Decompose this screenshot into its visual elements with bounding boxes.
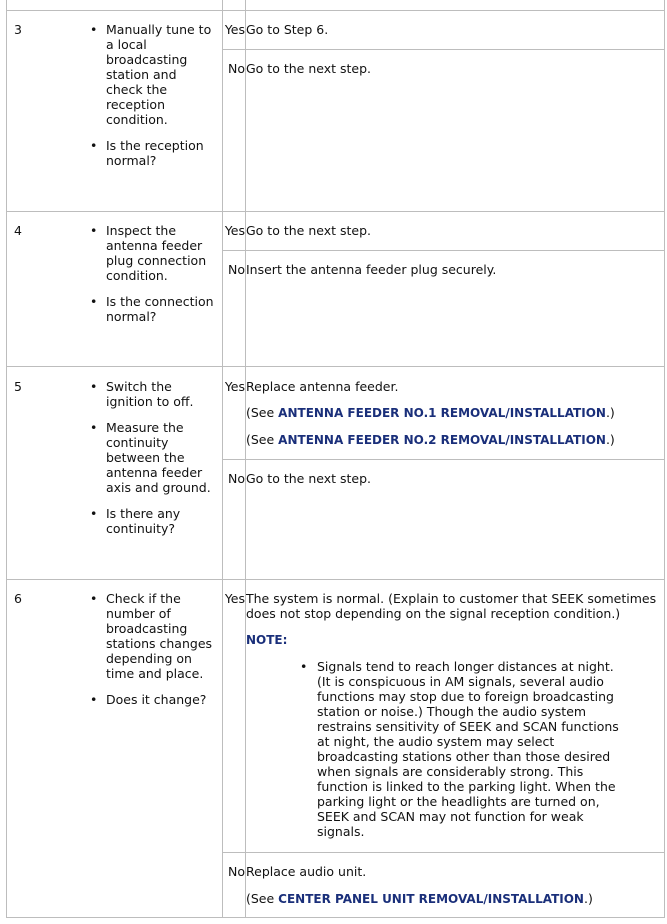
table-border-bottom bbox=[6, 917, 665, 918]
yes-label: Yes bbox=[224, 22, 245, 37]
step-number: 3 bbox=[14, 22, 22, 37]
antenna-feeder-no1-link[interactable]: ANTENNA FEEDER NO.1 REMOVAL/INSTALLATION bbox=[278, 406, 606, 420]
row-divider bbox=[6, 579, 665, 580]
row-divider bbox=[6, 10, 665, 11]
yes-action: Replace antenna feeder. bbox=[246, 379, 399, 394]
no-label: No bbox=[228, 262, 245, 277]
check-item: • Is the connection normal? bbox=[82, 294, 217, 324]
note-title: NOTE: bbox=[246, 633, 288, 647]
row-divider bbox=[6, 211, 665, 212]
check-item: • Switch the ignition to off. bbox=[82, 379, 217, 409]
yes-label: Yes bbox=[224, 223, 245, 238]
check-item: • Check if the number of broadcasting stations changes depending on time and place. bbox=[82, 591, 217, 681]
step-check-list bbox=[82, 22, 217, 179]
step-check-list bbox=[82, 591, 217, 718]
reference-line: (See ANTENNA FEEDER NO.1 REMOVAL/INSTALLATION.) bbox=[246, 405, 615, 420]
step-check-list bbox=[82, 223, 217, 335]
yes-action: Go to Step 6. bbox=[246, 22, 329, 37]
step-number: 4 bbox=[14, 223, 22, 238]
no-action: Go to the next step. bbox=[246, 61, 371, 76]
no-label: No bbox=[228, 61, 245, 76]
check-item: • Measure the continuity between the antenna feeder axis and ground. bbox=[82, 420, 217, 495]
row-divider bbox=[222, 250, 665, 251]
no-action: Go to the next step. bbox=[246, 471, 371, 486]
note-list bbox=[296, 659, 626, 839]
check-item: • Inspect the antenna feeder plug connection condition. bbox=[82, 223, 217, 283]
check-item: • Does it change? bbox=[82, 692, 217, 707]
note-item: • Signals tend to reach longer distances at night. (It is conspicuous in AM signals, several audio functions may stop due to foreign broadcasting station or noise.) Though the audio system restrains sensitivity of SEEK and SCAN functions at night, the audio system may select broadcasting stations other than those desired when signals are considerably strong. This function is linked to the parking light. When the parking light or the headlights are turned on, SEEK and SCAN may not function for weak signals. bbox=[296, 659, 626, 839]
step-number: 5 bbox=[14, 379, 22, 394]
yes-action: The system is normal. (Explain to customer that SEEK sometimes does not stop depending on the signal reception condition.) bbox=[246, 591, 657, 621]
row-divider bbox=[222, 49, 665, 50]
step-check-list bbox=[82, 379, 217, 547]
reference-line: (See CENTER PANEL UNIT REMOVAL/INSTALLATION.) bbox=[246, 891, 593, 906]
row-divider bbox=[222, 852, 665, 853]
antenna-feeder-no2-link[interactable]: ANTENNA FEEDER NO.2 REMOVAL/INSTALLATION bbox=[278, 433, 606, 447]
yes-label: Yes bbox=[224, 379, 245, 394]
no-label: No bbox=[228, 471, 245, 486]
no-action: Insert the antenna feeder plug securely. bbox=[246, 262, 497, 277]
center-panel-unit-link[interactable]: CENTER PANEL UNIT REMOVAL/INSTALLATION bbox=[278, 892, 584, 906]
check-item: • Is there any continuity? bbox=[82, 506, 217, 536]
no-label: No bbox=[228, 864, 245, 879]
check-item: • Is the reception normal? bbox=[82, 138, 217, 168]
row-divider bbox=[6, 366, 665, 367]
no-action: Replace audio unit. bbox=[246, 864, 367, 879]
check-item: • Manually tune to a local broadcasting station and check the reception condition. bbox=[82, 22, 217, 127]
reference-line: (See ANTENNA FEEDER NO.2 REMOVAL/INSTALLATION.) bbox=[246, 432, 615, 447]
yes-action: Go to the next step. bbox=[246, 223, 371, 238]
step-number: 6 bbox=[14, 591, 22, 606]
table-border-left bbox=[6, 0, 7, 918]
row-divider bbox=[222, 459, 665, 460]
yes-label: Yes bbox=[224, 591, 245, 606]
